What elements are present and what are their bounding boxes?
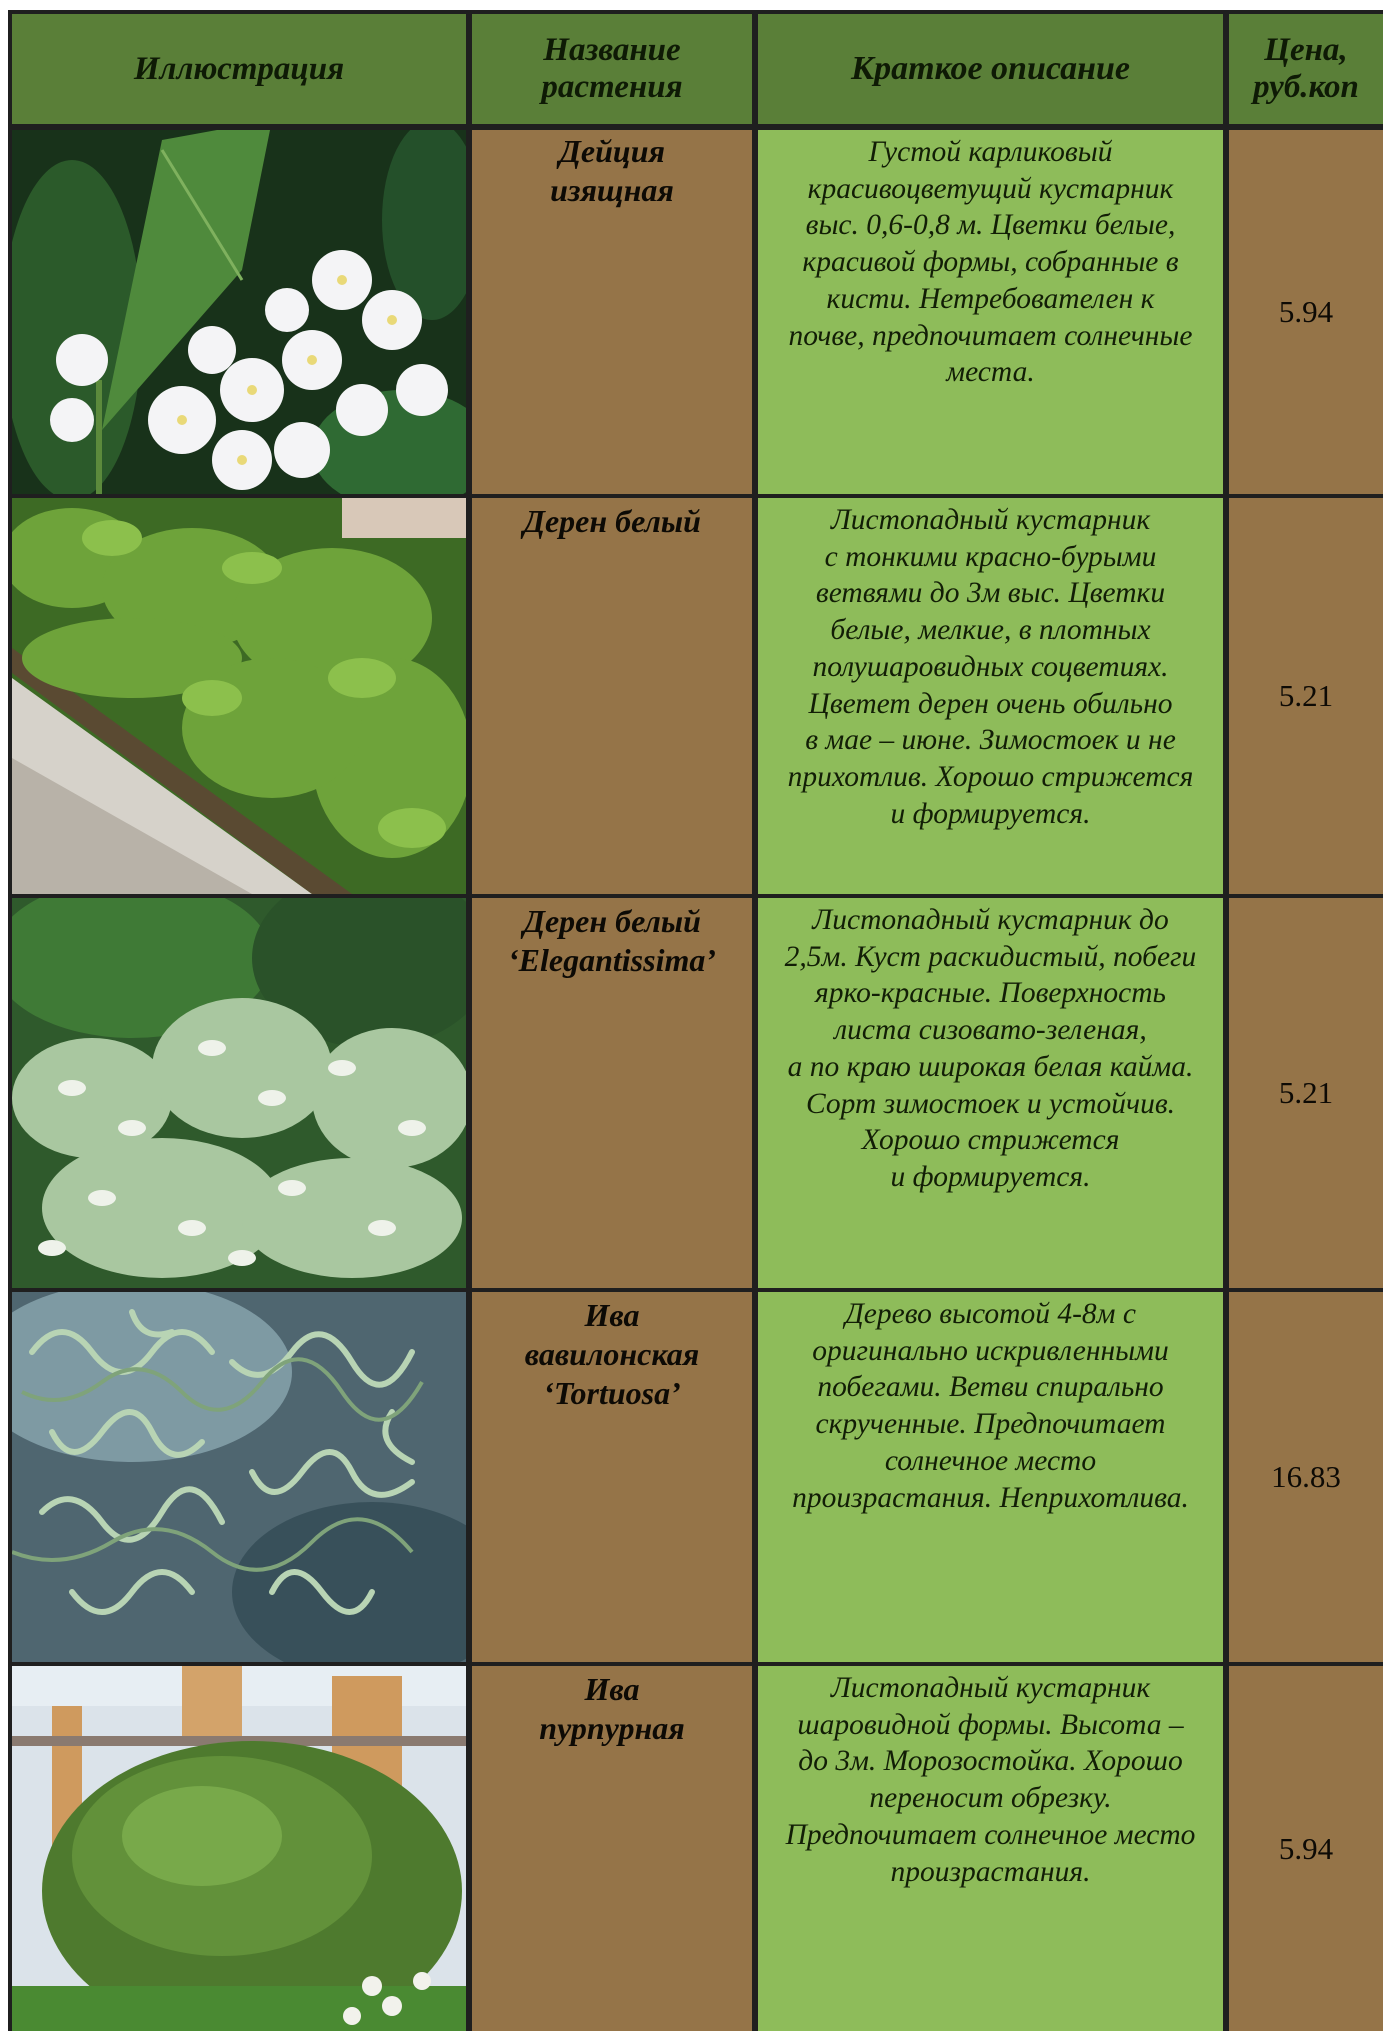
plant-price-table	[8, 10, 1383, 2031]
row-4-description-text: Дерево высотой 4-8м с оригинально искривленными побегами. Ветви спирально скрученные. Предпочитает солнечное место произрастания. Неприхотлива.	[792, 1298, 1189, 1514]
row-3-name-text: Дерен белый ‘Elegantissima’	[507, 903, 716, 979]
row-5-image	[12, 1666, 466, 2031]
row-5-description	[758, 1666, 1223, 2031]
row-5-name-text: Ива пурпурная	[539, 1671, 685, 1747]
deutzia-flowers-photo	[12, 130, 466, 494]
row-2-name-text: Дерен белый	[523, 503, 701, 539]
variegated-dogwood-photo	[12, 898, 466, 1288]
row-2-description	[758, 498, 1223, 894]
row-2-image	[12, 498, 466, 894]
row-3-price-value: 5.21	[1278, 1075, 1334, 1110]
header-illustration-label: Иллюстрация	[133, 50, 345, 87]
purple-willow-ball-photo	[12, 1666, 466, 2031]
row-3-description	[758, 898, 1223, 1288]
row-4-name-text: Ива вавилонская ‘Tortuosa’	[524, 1297, 700, 1412]
row-1-description	[758, 130, 1223, 494]
row-4-name	[472, 1292, 752, 1662]
header-description-label: Краткое описание	[851, 49, 1130, 87]
row-4-price	[1229, 1292, 1383, 1662]
curly-willow-photo	[12, 1292, 466, 1662]
row-2-description-text: Листопадный кустарник с тонкими красно-бурыми ветвями до 3м выс. Цветки белые, мелкие, в плотных полушаровидных соцветиях. Цветет дерен очень обильно в мае – июне. Зимостоек и не прихотлив. Хорошо стрижется и формируется.	[787, 504, 1194, 830]
row-1-image	[12, 130, 466, 494]
row-4-description	[758, 1292, 1223, 1662]
row-3-price	[1229, 898, 1383, 1288]
row-1-price	[1229, 130, 1383, 494]
row-4-image	[12, 1292, 466, 1662]
row-3-name	[472, 898, 752, 1288]
row-1-name-text: Дейция изящная	[550, 133, 674, 209]
row-5-name	[472, 1666, 752, 2031]
row-5-price-value: 5.94	[1278, 1830, 1334, 1866]
row-3-image	[12, 898, 466, 1288]
header-price-label: Цена, руб.коп	[1253, 32, 1359, 105]
row-2-price-value: 5.21	[1278, 678, 1334, 713]
header-name-label: Название растения	[541, 32, 683, 105]
header-description	[758, 14, 1223, 124]
row-1-description-text: Густой карликовый красивоцветущий кустарник выс. 0,6-0,8 м. Цветки белые, красивой формы, собранные в кисти. Нетребователен к почве, предпочитает солнечные места.	[788, 136, 1193, 389]
dogwood-hedge-photo	[12, 498, 466, 894]
row-1-name	[472, 130, 752, 494]
row-4-price-value: 16.83	[1271, 1459, 1341, 1494]
row-2-name	[472, 498, 752, 894]
row-2-price	[1229, 498, 1383, 894]
row-3-description-text: Листопадный кустарник до 2,5м. Куст раскидистый, побеги ярко-красные. Поверхность листа сизовато-зеленая, а по краю широкая белая кайма. Сорт зимостоек и устойчив. Хорошо стрижется и формируется.	[784, 904, 1197, 1194]
header-price	[1229, 14, 1383, 124]
header-name	[472, 14, 752, 124]
header-illustration	[12, 14, 466, 124]
row-1-price-value: 5.94	[1278, 294, 1334, 329]
row-5-description-text: Листопадный кустарник шаровидной формы. Высота – до 3м. Морозостойка. Хорошо переносит обрезку. Предпочитает солнечное место произрастания.	[785, 1672, 1196, 1888]
row-5-price	[1229, 1666, 1383, 2031]
